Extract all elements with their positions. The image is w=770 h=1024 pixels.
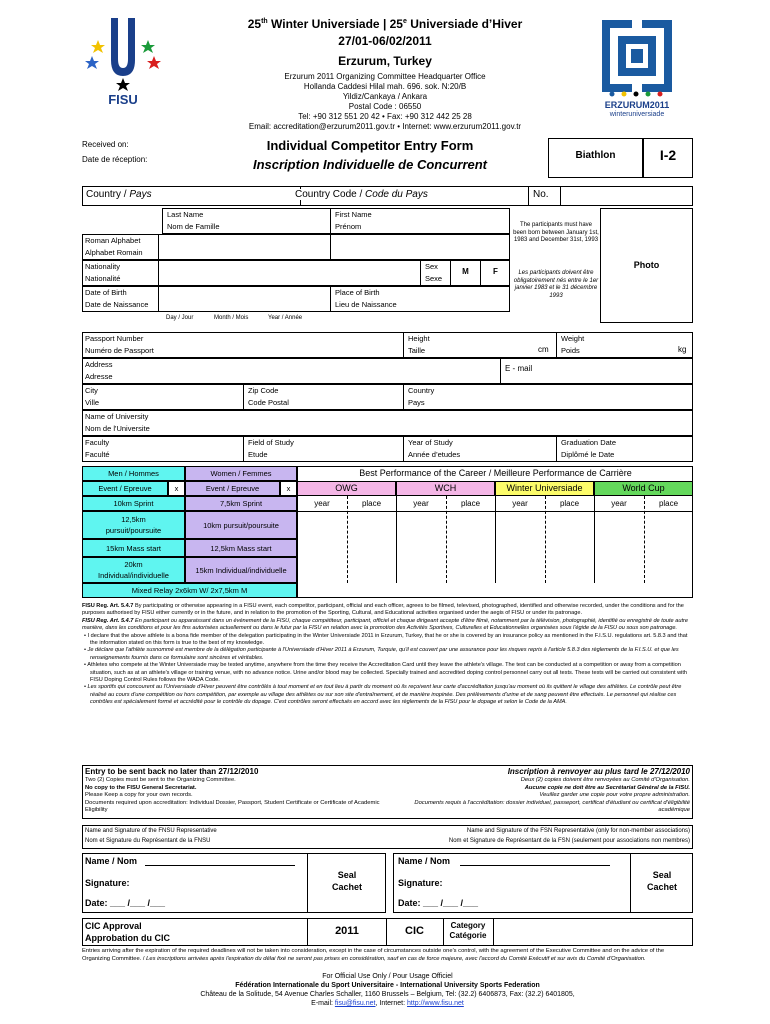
footer-note-en: Entries arriving after the expiration of the required deadlines will not be taken into consideration, except in the case of circumstances outside one's control, with the agreement of the Executive Committee and on the advice of the Organizing Committee. / xyxy=(82,948,665,962)
fisu-logo xyxy=(78,14,168,106)
country-label xyxy=(86,189,152,200)
dob-input[interactable] xyxy=(160,288,328,310)
legal-bullet: • Les sportifs qui concourent au l'Universiade d'Hiver peuvent être contrôlés à tout moment et en tout lieu à partir du moment où ils reçoivent leur carte d'accréditation jusqu'au moment où ils quittent le village des athlètes. Le contrôle peut être réalisé au cours d'une compétition ou hors compétition, par exemple au village des athlètes ou sur son site d'entraînement, et de manière inopinée. Des prélèvements d'urine et de sang peuvent être effectués. Le personnel qui réalise ces contrôles est spécialement formé et accrédité pour le contrôle du dopage. C'est contrôles seront effectués en accord avec les règlements de la FISU pour le dopage et selon le Code de la AMA. xyxy=(84,684,682,706)
federation-email-link[interactable]: fisu@fisu.net xyxy=(334,1000,376,1007)
federation-contact xyxy=(82,999,693,1008)
women-event-2: 10km pursuit/poursuite xyxy=(185,511,297,539)
cm-unit: cm xyxy=(538,345,549,354)
dob-fr-label: Date de Naissance xyxy=(85,300,149,309)
address-line: Email: accreditation@erzurum2011.gov.tr • Internet: www.erzurum2011.gov.tr xyxy=(248,122,522,131)
legal-bullet-text: Les sportifs qui concourent au l'Universiade d'Hiver peuvent être contrôlés à tout moment et en tout lieu à partir du moment où ils reçoivent leur carte d'accréditation jusqu'au moment où ils quittent le village des athlètes. Le contrôle peut être réalisé au cours d'une compétition ou hors compétition, par exemple au village des athlètes ou sur son site d'entraînement, et de manière inopinée. Des prélèvements d'urine et de sang peuvent être effectués. Le personnel qui réalise ces contrôles est spécialement formé et accrédité pour le contrôle du dopage. C'est contrôles seront effectués en accord avec les règlements de la FISU pour le dopage et selon le Code de la AMA. xyxy=(87,684,682,706)
height-label: Height xyxy=(408,334,430,343)
event-title-fr: Universiade d’Hiver xyxy=(406,17,523,31)
country-label-fr: Pays xyxy=(129,189,152,200)
dob-label: Date of Birth xyxy=(85,288,127,297)
women-event-1: 7,5km Sprint xyxy=(185,496,297,511)
address-row xyxy=(82,358,693,384)
category-label xyxy=(443,921,493,942)
address-line: Tel: +90 312 551 20 42 • Fax: +90 312 442 25 28 xyxy=(298,112,472,121)
erzurum-logo-sub: winteruniversiade xyxy=(609,111,665,118)
erzurum-logo xyxy=(596,14,678,124)
deadline-fr-line: Veuillez garder une copie pour votre propre administration. xyxy=(539,792,690,798)
sex-label: Sex xyxy=(425,262,438,271)
deadline-en-lines xyxy=(85,777,385,815)
country-code-label-fr: Code du Pays xyxy=(365,189,428,200)
sexe-label: Sexe xyxy=(425,274,443,283)
kg-unit: kg xyxy=(678,345,687,354)
deadline-fr-line: Deux (2) copies doivent être renvoyées au Comité d'Organisation. xyxy=(520,777,690,783)
fr-sup: e xyxy=(402,18,407,25)
deadline-fr-line: Documents requis à l'accréditation: dossier individuel, passeport, certificat d'étudiant ou certificat d'éligibilité académique xyxy=(414,799,690,813)
deadline-fr-lines xyxy=(390,777,690,815)
faculte-label: Faculté xyxy=(85,450,110,459)
address-block xyxy=(200,72,570,132)
men-event-4: 20km Individual/individuelle xyxy=(82,557,185,583)
right-name-line[interactable] xyxy=(460,865,610,866)
men-event-3: 15km Mass start xyxy=(82,539,185,557)
comp-owg: OWG xyxy=(297,481,396,496)
deadline-en-line: Please Keep a copy for your own records. xyxy=(85,792,193,798)
women-header: Women / Femmes xyxy=(185,466,297,481)
nationality-input[interactable] xyxy=(160,262,418,284)
poids-label: Poids xyxy=(561,346,580,355)
passport-row xyxy=(82,332,693,358)
right-seal-label: Seal xyxy=(652,870,672,880)
federation-address: Château de la Solitude, 54 Avenue Charles Schaller, 1160 Brussels – Belgium, Tel: (32.2) 6406873, Fax: (32.2) 6401805, xyxy=(200,991,575,998)
men-event-label: Event / Epreuve xyxy=(82,481,168,496)
legal-text xyxy=(82,603,693,707)
eligibility-fr: Les participants doivent être obligatoirement nés entre le 1er janvier 1983 et le 31 décembre 1993 xyxy=(513,270,599,299)
erzurum-logo-text: ERZURUM2011 xyxy=(604,100,670,110)
taille-label: Taille xyxy=(408,346,426,355)
form-title-fr: Inscription Individuelle de Concurrent xyxy=(252,157,488,172)
comp-universiade: Winter Universiade xyxy=(495,481,594,496)
nom-famille-label: Nom de Famille xyxy=(167,222,220,231)
roman-alphabet-label: Roman Alphabet xyxy=(85,236,141,245)
legal-bullet-text: Athletes who compete at the Winter Universiade may be tested anytime, anywhere from the time they receive the Accreditation Card until they leave the athlete's village. The test can be conducted at a competition or away from a competition situation, such as at an athlete's village or training venue, with no advance notice. Urine and/or blood may be collected. Specially trained and accredited doping control personnel carry out all tests. These tests will be carried out consistent with FISU Doping Control Rules follows the WADA Code. xyxy=(87,662,688,684)
year-study-label: Year of Study xyxy=(408,438,453,447)
legal-bullet: • I declare that the above athlete is a bona fide member of the delegation participating in the Winter Universiade 2011 in Erzurum, Turkey, that he or she is covered by an insurance policy as mentioned in the F.I.S.U. regulations art. 5.8.3 and that the information stated on this form is true to the best of my knowledge. xyxy=(84,632,688,647)
sex-f-option[interactable]: F xyxy=(493,267,498,276)
mixed-relay: Mixed Relay 2x6km W/ 2x7,5km M xyxy=(82,583,297,598)
left-date-label: Date: ___ /___ /___ xyxy=(85,898,166,908)
wch-place: place xyxy=(460,499,481,508)
left-sig-head-1: Name and Signature of the FNSU Representative xyxy=(85,828,217,834)
right-signature-label: Signature: xyxy=(398,878,443,888)
right-sig-head-2: Nom et Signature de Représentant de la FSN (seulement pour associations non membres) xyxy=(448,838,690,844)
official-use: For Official Use Only / Pour Usage Officiel xyxy=(322,973,453,980)
legal-bullet: • Athletes who compete at the Winter Universiade may be tested anytime, anywhere from the time they receive the Accreditation Card until they leave the athlete's village. The test can be conducted at a competition or away from a competition situation, such as at an athlete's village or training venue, with no advance notice. Urine and/or blood may be collected. Specially trained and accredited doping control personnel carry out all tests. These tests will be carried out consistent with FISU Doping Control Rules follows the WADA Code. xyxy=(84,662,688,684)
city-row xyxy=(82,384,693,410)
ville-label: Ville xyxy=(85,398,100,407)
men-event-1: 10km Sprint xyxy=(82,496,185,511)
year-hint: Year / Année xyxy=(268,315,303,321)
form-code: I-2 xyxy=(659,147,677,163)
day-hint: Day / Jour xyxy=(166,315,194,321)
pob-label: Place of Birth xyxy=(335,288,380,297)
email-label: E - mail xyxy=(505,364,533,373)
deadline-fr-line: Aucune copie ne doit être au Secrétariat Général de la FISU. xyxy=(524,784,690,791)
address-label: Address xyxy=(85,360,113,369)
prenom-label: Prénom xyxy=(335,222,362,231)
legal-p2 xyxy=(82,618,693,633)
code-postal-label: Code Postal xyxy=(248,398,289,407)
legal-bullet-text: I declare that the above athlete is a bona fide member of the delegation participating in the Winter Universiade 2011 in Erzurum, Turkey, that he or she is covered by an insurance policy as mentioned in the F.I.S.U. regulations art. 5.8.3 and that the information stated on this form is true to the best of my knowledge. xyxy=(87,632,688,647)
federation-name: Fédération Internationale du Sport Universitaire - International University Sports Federation xyxy=(235,982,540,989)
fisu-logo-text: FISU xyxy=(108,92,138,107)
address-line: Hollanda Caddesi Hilal mah. 696. sok. N:20/B xyxy=(303,82,467,91)
right-cachet-label: Cachet xyxy=(646,881,677,892)
universite-label: Nom de l'Universite xyxy=(85,424,150,433)
university-row xyxy=(82,410,693,436)
deadline-en-title: Entry to be sent back no later than 27/12/2010 xyxy=(85,767,259,776)
country-code-label xyxy=(295,189,428,200)
email-label-text: E-mail: xyxy=(311,1000,335,1007)
fr-num: 25 xyxy=(247,17,262,31)
deadline-en-line: Documents required upon accreditation: Individual Dossier, Passport, Student Certificate or Certificate of Academic Eligibility xyxy=(85,799,380,813)
men-header: Men / Hommes xyxy=(82,466,185,481)
legal-p1-lead: FISU Reg. Art. 5.4.7 xyxy=(82,603,134,609)
country-code-label-en: Country Code / xyxy=(295,189,366,200)
category-text: Category xyxy=(450,921,486,930)
address-line: Postal Code : 06550 xyxy=(348,102,422,111)
footer-note xyxy=(82,948,693,963)
wc-place: place xyxy=(658,499,679,508)
right-sig-head-1: Name and Signature of the FSN Representative (only for non-member associations) xyxy=(466,828,690,834)
wc-year: year xyxy=(611,499,627,508)
address-line: Yildiz/Cankaya / Ankara xyxy=(342,92,428,101)
left-cachet-label: Cachet xyxy=(331,881,362,892)
deadline-fr-title: Inscription à renvoyer au plus tard le 27/12/2010 xyxy=(507,767,690,776)
deadline-en-line: No copy to the FISU General Secretariat. xyxy=(85,784,197,791)
country-label-en: Country / xyxy=(86,189,130,200)
eligibility-en: The participants must have been born between January 1st, 1983 and December 31st, 1993 xyxy=(513,222,599,243)
sport-name: Biathlon xyxy=(575,150,616,161)
right-date-text: Date: xyxy=(398,898,421,908)
passport-fr-label: Numéro de Passport xyxy=(85,346,154,355)
event-city: Erzurum, Turkey xyxy=(338,54,432,68)
right-date-label: Date: ___ /___ /___ xyxy=(398,898,479,908)
legal-p1-text: By participating or otherwise appearing in a FISU event, each competitor, participant, official and each officer, agrees to be filmed, televised, photographed, identified and otherwise recorded, under the conditions and for the purposes authorised by FISU either currently or in the future, and in relation to the promotion of the Sporting, Cultural, and Educational activities organised under the aegis of FISU or under its patronage. xyxy=(82,603,684,617)
left-seal-label: Seal xyxy=(337,870,357,880)
left-signature-label: Signature: xyxy=(85,878,130,888)
nationality-label: Nationality xyxy=(85,262,121,271)
left-sig-head-2: Nom et Signature du Représentant de la FNSU xyxy=(85,838,211,844)
field-label: Field of Study xyxy=(248,438,294,447)
zip-label: Zip Code xyxy=(248,386,279,395)
left-name-line[interactable] xyxy=(145,865,295,866)
annee-etudes-label: Année d’etudes xyxy=(408,450,461,459)
sex-m-option[interactable]: M xyxy=(462,267,469,276)
last-name-label: Last Name xyxy=(167,210,204,219)
comp-world-cup: World Cup xyxy=(594,481,693,496)
legal-p1 xyxy=(82,603,693,618)
legal-bullet: • Je déclare que l'athlète susnommé est membre de la délégation participante à l'Universiade d'Hiver 2011 à Erzurum, Turquie, qu'il est couvert par une assurance pour les risques repris à l'article 5.8.3 des règlements de la F.I.S.U. et que les renseignements fournis dans ce formulaire sont sincères et véritables. xyxy=(84,647,679,661)
cic-year: 2011 xyxy=(335,925,359,937)
right-seal xyxy=(631,870,693,893)
cic-label: CIC xyxy=(405,925,424,937)
faculty-label: Faculty xyxy=(85,438,110,447)
passport-label: Passport Number xyxy=(85,334,144,343)
pob-input[interactable] xyxy=(420,288,508,310)
men-x-label: x xyxy=(168,481,185,496)
pob-fr-label: Lieu de Naissance xyxy=(335,300,397,309)
men-event-2: 12,5km pursuit/poursuite xyxy=(82,511,185,539)
left-name-label: Name / Nom xyxy=(85,856,138,866)
city-label: City xyxy=(85,386,98,395)
right-name-label: Name / Nom xyxy=(398,856,451,866)
month-hint: Month / Mois xyxy=(214,315,249,321)
date-reception: Date de réception: xyxy=(82,155,148,164)
weight-label: Weight xyxy=(561,334,585,343)
federation-web-link[interactable]: http://www.fisu.net xyxy=(407,1000,464,1007)
etude-label: Etude xyxy=(248,450,268,459)
event-title xyxy=(200,14,570,32)
country-field-label: Country xyxy=(408,386,435,395)
first-name-label: First Name xyxy=(335,210,372,219)
comp-wch: WCH xyxy=(396,481,495,496)
internet-label-text: , Internet: xyxy=(375,1000,408,1007)
received-on: Received on: xyxy=(82,140,129,149)
last-name-input[interactable] xyxy=(160,236,328,258)
legal-bullet-text: Je déclare que l'athlète susnommé est membre de la délégation participante à l'Universiade d'Hiver 2011 à Erzurum, Turquie, qu'il est couvert par une assurance pour les risques repris à l'article 5.8.3 des règlements de la F.I.S.U. et que les renseignements fournis dans ce formulaire sont sincères et véritables. xyxy=(87,647,679,661)
categorie-text: Catégorie xyxy=(449,931,487,941)
wch-year: year xyxy=(413,499,429,508)
form-title-en: Individual Competitor Entry Form xyxy=(266,138,474,153)
diplome-label: Diplômé le Date xyxy=(561,450,615,459)
alphabet-romain-label: Alphabet Romain xyxy=(85,248,143,257)
women-event-label: Event / Epreuve xyxy=(185,481,280,496)
women-event-4: 15km Individual/individuelle xyxy=(185,557,297,583)
nationalite-label: Nationalité xyxy=(85,274,121,283)
legal-p2-lead: FISU Reg. Art. 5.4.7 xyxy=(82,617,134,624)
left-date-text: Date: xyxy=(85,898,108,908)
cic-approval-fr-label: Approbation du CIC xyxy=(85,933,170,943)
wu-year: year xyxy=(512,499,528,508)
women-x-label: x xyxy=(280,481,297,496)
adresse-label: Adresse xyxy=(85,372,113,381)
owg-place: place xyxy=(361,499,382,508)
photo-label: Photo xyxy=(633,260,660,270)
ordinal-sup: th xyxy=(261,18,268,25)
legal-p2-text: En participant ou apparaissant dans un événement de la FISU, chaque compétiteur, participant, officiel et chaque dirigeant accepte d'être filmé, notamment par la télévision, photographié, identifié ou enregistré de toute autre manière, dans les conditions et pour les fins autorisées actuellement ou dans le futur par la FISU en relation avec la promotion des Activités Sportives, Culturelles et Educationnelles organisées sous l'égide de la FISU ou sous son patronage. xyxy=(82,617,688,632)
pays-label: Pays xyxy=(408,398,425,407)
event-dates: 27/01-06/02/2011 xyxy=(338,34,432,48)
women-event-3: 12,5km Mass start xyxy=(185,539,297,557)
cic-approval-label: CIC Approval xyxy=(85,921,142,931)
owg-year: year xyxy=(314,499,330,508)
wu-place: place xyxy=(559,499,580,508)
event-title-en: Winter Universiade | 25 xyxy=(271,17,403,31)
deadline-en-line: Two (2) Copies must be sent to the Organizing Committee. xyxy=(85,777,236,783)
first-name-input[interactable] xyxy=(332,236,508,258)
best-perf-title: Best Performance of the Career / Meilleure Performance de Carrière xyxy=(359,468,632,478)
footer-note-fr: Les inscriptions arrivées après l'expiration du délai fixé ne seront pas prises en considération, sauf en cas de force majeure, avec l'accord du Comité Exécutif et sur avis du Comité d'Organisation. xyxy=(146,955,646,962)
left-seal xyxy=(308,870,386,893)
address-line: Erzurum 2011 Organizing Committee Headquarter Office xyxy=(284,72,486,81)
no-label: No. xyxy=(533,189,549,200)
graduation-label: Graduation Date xyxy=(561,438,617,447)
university-label: Name of University xyxy=(85,412,149,421)
